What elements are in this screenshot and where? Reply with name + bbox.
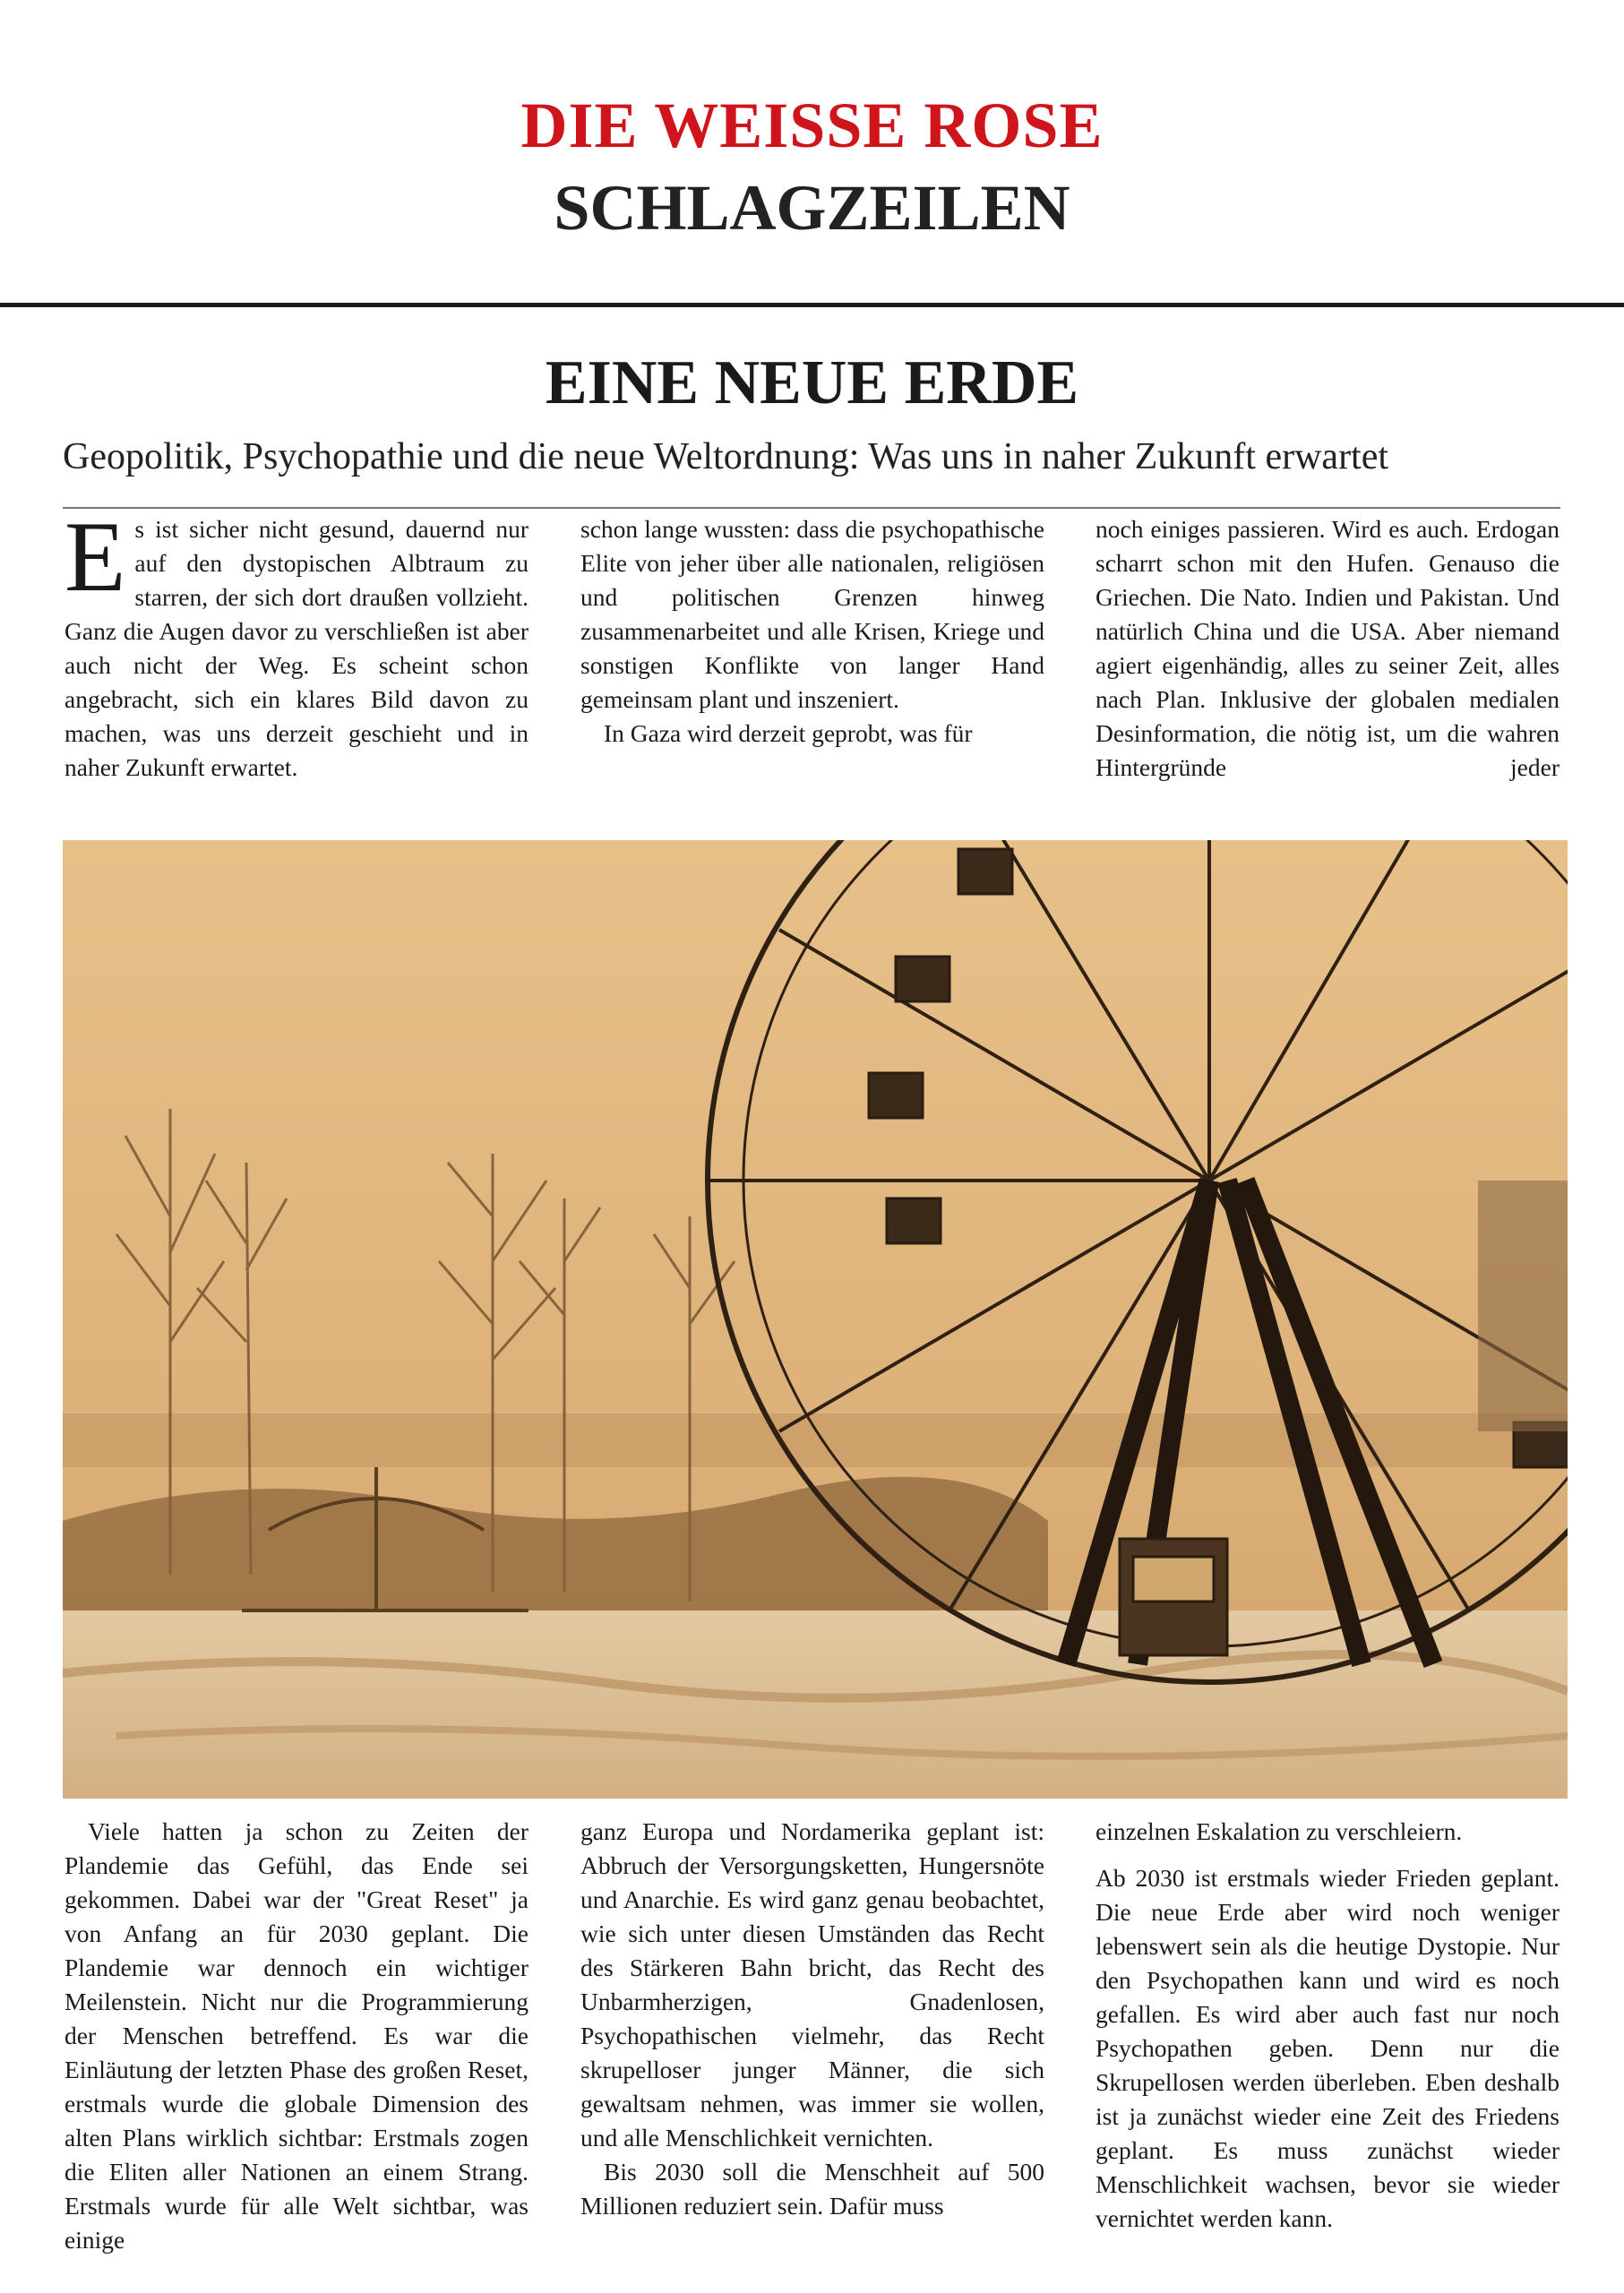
intro-paragraph <box>64 512 528 785</box>
subheadline-divider <box>63 507 1560 509</box>
intro-paragraph-text: s ist sicher nicht gesund, dauernd nur auf den dystopischen Albtraum zu starren, der sich dort draußen vollzieht. Ganz die Augen davor zu verschließen ist aber auch nicht der Weg. Es scheint schon angebracht, sich ein klares Bild davon zu machen, was uns derzeit geschieht und in naher Zukunft erwartet. <box>64 515 528 781</box>
column-2-bottom <box>580 1815 1044 2293</box>
masthead-title: DIE WEISSE ROSE <box>520 90 1104 161</box>
column-3-bottom-paragraph-2: Ab 2030 ist erstmals wieder Frieden geplant. Die neue Erde aber wird noch weniger lebenswert sein als die heutige Dystopie. Nur den Psychopathen kann und wird es noch gefallen. Es wird aber auch fast nur noch Psychopathen geben. Denn nur die Skrupellosen werden überleben. Eben deshalb ist ja zunächst wieder eine Zeit des Friedens geplant. Es muss zunächst wieder Menschlichkeit wachsen, bevor sie wieder vernichtet werden kann. <box>1096 1864 1560 2232</box>
column-2-bottom-paragraph: ganz Europa und Nordamerika geplant ist: Abbruch der Versorgungsketten, Hungersnöte und Anarchie. Es wird ganz genau beobachtet, wie sich unter diesen Umständen das Recht des Stärkeren Bahn bricht, das Recht des Unbarmherzigen, Gnadenlosen, Psychopathischen vielmehr, das Recht skrupelloser junger Männer, die sich gewaltsam nehmen, was immer sie wollen, und alle Menschlichkeit vernichten. <box>580 1817 1044 2151</box>
column-2-top-paragraph: schon lange wussten: dass die psychopathische Elite von jeher über alle nationalen, religiösen und politischen Grenzen hinweg zusammenarbeitet und alle Krisen, Kriege und sonstigen Konflikte von langer Hand gemeinsam plant und inszeniert. <box>580 515 1044 713</box>
ferris-wheel-image <box>63 840 1568 1799</box>
column-3-top <box>1096 512 1560 822</box>
column-3-bottom <box>1096 1815 1560 2293</box>
article-subheadline: Geopolitik, Psychopathie und die neue Weltordnung: Was uns in naher Zukunft erwartet <box>63 436 1389 477</box>
column-2-bottom-paragraph-2: Bis 2030 soll die Menschheit auf 500 Millionen reduziert sein. Dafür muss <box>580 2158 1044 2220</box>
column-3-bottom-paragraph: einzelnen Eskalation zu verschleiern. <box>1096 1817 1463 1845</box>
column-1-bottom <box>64 1815 528 2293</box>
drop-cap: E <box>64 512 126 613</box>
header-divider <box>0 303 1624 307</box>
masthead-subtitle: SCHLAGZEILEN <box>554 172 1070 244</box>
column-2-top-paragraph-2: In Gaza wird derzeit geprobt, was für <box>604 719 973 747</box>
column-2-top <box>580 512 1044 822</box>
article-photo <box>63 840 1568 1799</box>
column-1-top <box>64 512 528 822</box>
article-headline: EINE NEUE ERDE <box>545 348 1079 417</box>
column-3-top-paragraph: noch einiges passieren. Wird es auch. Erdogan scharrt schon mit den Hufen. Genauso die Griechen. Die Nato. Indien und Pakistan. Und natürlich China und die USA. Aber niemand agiert eigenhändig, alles zu seiner Zeit, alles nach Plan. Inklusive der globalen medialen Desinformation, die nötig ist, um die wahren Hintergründe jeder <box>1096 515 1560 781</box>
column-1-bottom-paragraph: Viele hatten ja schon zu Zeiten der Plandemie das Gefühl, das Ende sei gekommen. Dabei war der "Great Reset" ja von Anfang an für 2030 geplant. Die Plandemie war dennoch ein wichtiger Meilenstein. Nicht nur die Programmierung der Menschen betreffend. Es war die Einläutung der letzten Phase des großen Reset, erstmals wurde die globale Dimension des alten Plans wirklich sichtbar: Erstmals zogen die Eliten aller Nationen an einem Strang. Erstmals wurde für alle Welt sichtbar, was einige <box>64 1817 528 2254</box>
